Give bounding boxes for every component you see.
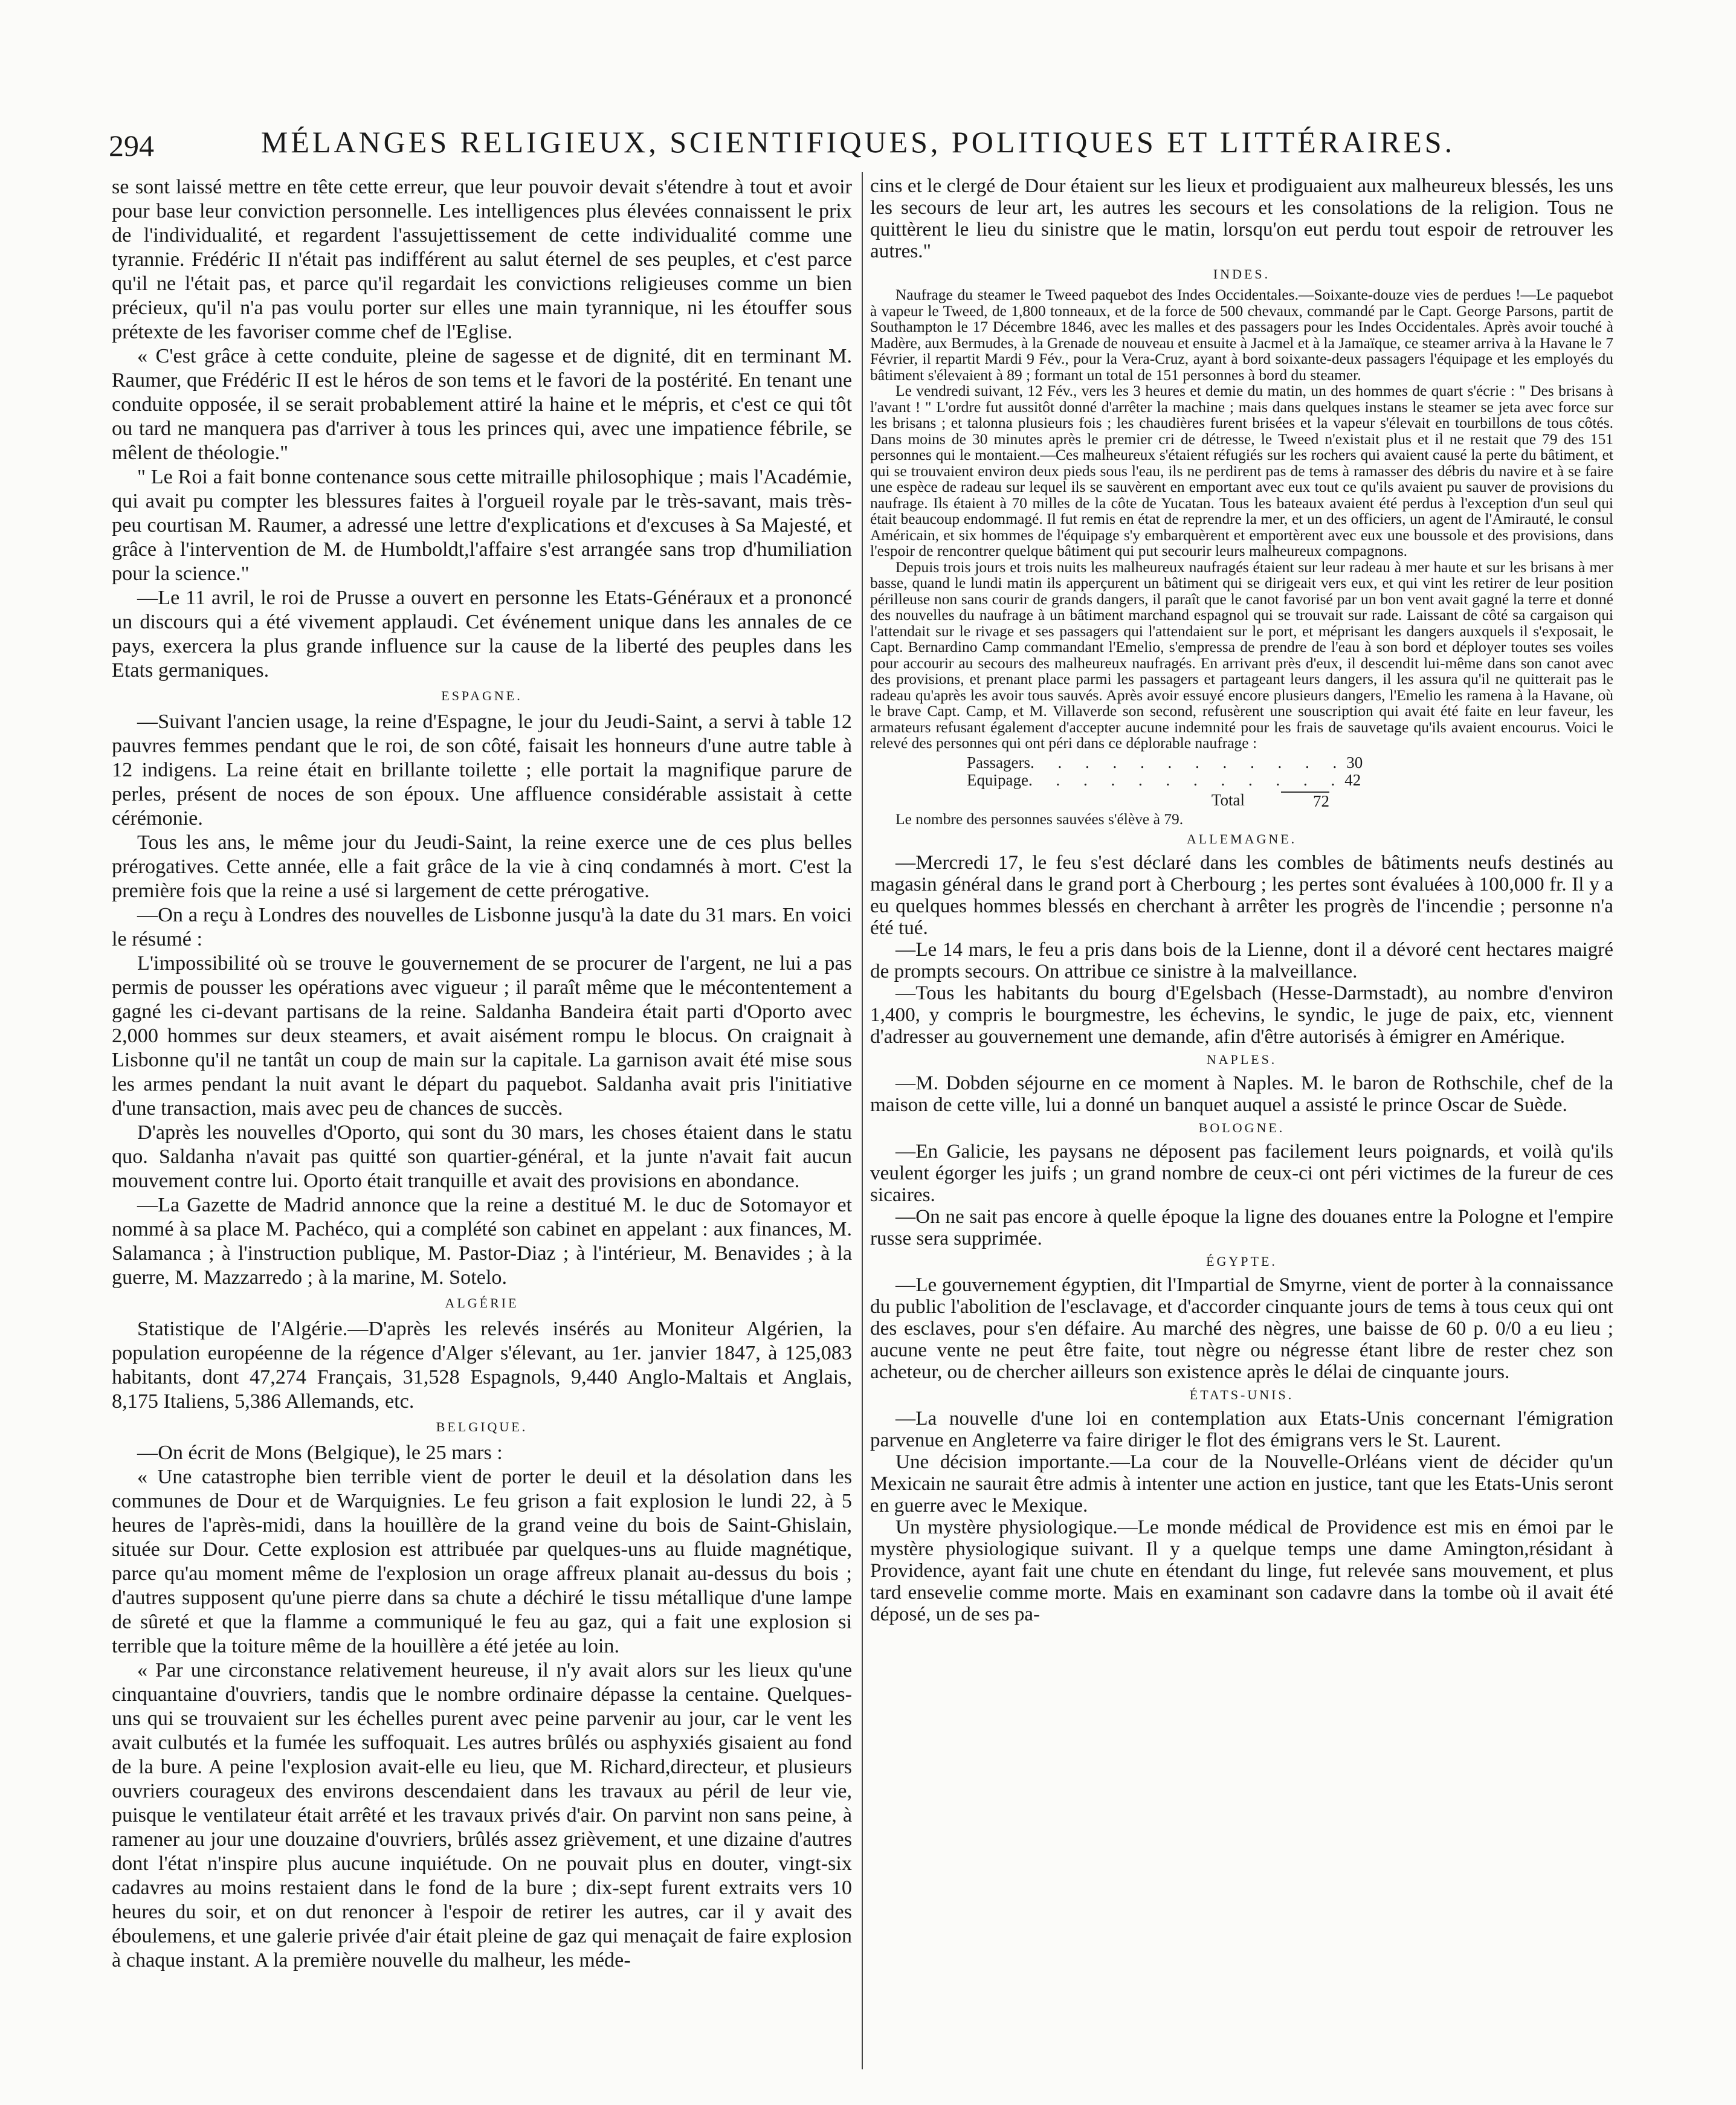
section-heading-indes: INDES. [1213,266,1271,282]
section-heading-algerie: ALGÉRIE [445,1295,519,1310]
table-row [967,753,1363,772]
running-head-title: MÉLANGES RELIGIEUX, SCIENTIFIQUES, POLITIQUES ET LITTÉRAIRES. [260,125,1456,159]
article-paragraph: —Le 11 avril, le roi de Prusse a ouvert en personne les Etats-Généraux et a prononcé un discours qui a été vivement applaudi. Cet événement unique dans les annales de ce pays, exercera la plus grande influence sur la cause de la liberté des peuples dans les Etats germaniques. [112,587,852,682]
shipwreck-article [870,287,1613,827]
article-paragraph: —Tous les habitants du bourg d'Egelsbach (Hesse-Darmstadt), au nombre d'environ 1,400, y compris le bourgmestre, les échevins, le syndic, le juge de paix, etc, viennent d'adresser au gouvernement une demande, afin d'être autorisés à émigrer en Amérique. [870,982,1613,1048]
article-paragraph: se sont laissé mettre en tête cette erreur, que leur pouvoir devait s'étendre à tout et avoir pour base leur conviction personnelle. Les intelligences plus élevées connaissent le prix de l'individualité, et regardent l'assujettissement de cette individualité comme une tyrannie. Frédéric II n'était pas indifférent au salut éternel de ses peuples, et c'est parce qu'il ne l'était pas, et parce qu'il regardait les convictions religieuses comme un bien précieux, qu'il n'a pas voulu porter sur elles une main tyrannique, ni les étouffer sous prétexte de les favoriser comme chef de l'Eglise. [112,176,852,343]
article-paragraph: —On a reçu à Londres des nouvelles de Lisbonne jusqu'à la date du 31 mars. En voici le résumé : [112,904,852,950]
total-value: 72 [1281,791,1329,810]
section-heading-belgique: BELGIQUE. [436,1419,528,1434]
section-heading-allemagne: ALLEMAGNE. [1186,831,1297,846]
leader-dots: . . . . . . . . . . . . [1030,753,1347,772]
page-header [97,121,1619,169]
article-paragraph: —Le 14 mars, le feu a pris dans bois de la Lienne, dont il a dévoré cent hectares maigré de prompts secours. On attribue ce sinistre à la malveillance. [870,938,1613,982]
row-value: 42 [1344,770,1361,789]
article-paragraph: —M. Dobden séjourne en ce moment à Naples. M. le baron de Rothschile, chef de la maison de cette ville, lui a donné un banquet auquel a assisté le prince Oscar de Suède. [870,1072,1613,1116]
article-paragraph: —Mercredi 17, le feu s'est déclaré dans les combles de bâtiments neufs destinés au magasin général dans le grand port à Cherbourg ; les pertes sont évaluées à 100,000 fr. Il y a eu quelques hommes blessés en cherchant à arrêter les progrès de l'incendie ; personne n'a été tué. [870,851,1613,939]
article-paragraph: D'après les nouvelles d'Oporto, qui sont du 30 mars, les choses étaient dans le statu quo. Saldanha n'avait pas quitté son quartier-général, et la junte n'avait fait aucun mouvement contre lui. Oporto était tranquille et avait des provisions en abondance. [112,1121,852,1192]
article-paragraph: Un mystère physiologique.—Le monde médical de Providence est mis en émoi par le mystère physiologique suivant. Il y a quelque temps une dame Amington,résidant à Providence, ayant fait une chute en étendant du linge, fut relevée sans mouvement, et plus tard ensevelie comme morte. Mais en examinant son cadavre dans la tombe où il avait été déposé, un de ses pa- [870,1516,1613,1625]
table-row [967,770,1361,789]
leader-dots: . . . . . . . . . . . . [1028,770,1345,789]
section-heading-espagne: ESPAGNE. [441,688,523,703]
article-paragraph: cins et le clergé de Dour étaient sur les lieux et prodiguaient aux malheureux blessés, les uns les secours de leur art, les autres les secours et les consolations de la religion. Tous ne quittèrent le lieu du sinistre que le matin, lorsqu'on eut perdu tout espoir de retrouver les autres." [870,175,1613,262]
article-paragraph: « Une catastrophe bien terrible vient de porter le deuil et la désolation dans les communes de Dour et de Warquignies. Le feu grison a fait explosion le lundi 22, à 5 heures de l'après-midi, dans la houillère de la grand veine du bois de Saint-Ghislain, située sur Dour. Cette explosion est attribuée par quelques-uns au fluide magnétique, parce qu'au moment même de l'explosion un orage affreux planait au-dessus du bois ; d'autres supposent qu'une pierre dans sa chute a déchiré le tissu métallique d'une lampe de sûreté et que la flamme a communiqué le feu au gaz, qui a fait une explosion si terrible que la toiture même de la houillère a été jetée au loin. [112,1466,852,1657]
row-value: 30 [1346,753,1363,772]
article-paragraph: « C'est grâce à cette conduite, pleine de sagesse et de dignité, dit en terminant M. Raumer, que Frédéric II est le héros de son tems et le favori de la postérité. En tenant une conduite opposée, il se serait probablement attiré la haine et le mépris, et c'est ce qui tôt ou tard ne manquera pas d'arriver à tous les princes qui, avec une impatience fébrile, se mêlent de théologie." [112,345,852,464]
column-divider [862,172,863,2069]
total-label: Total [1211,790,1245,809]
article-paragraph: —On ne sait pas encore à quelle époque la ligne des douanes entre la Pologne et l'empire russe sera supprimée. [870,1205,1613,1249]
article-paragraph: " Le Roi a fait bonne contenance sous cette mitraille philosophique ; mais l'Académie, qui avait pu compter les blessures faites à l'orgueil royale par le très-savant, mais très-peu courtisan M. Raumer, a adressé une lettre d'explications et d'excuses à Sa Majesté, et grâce à l'intervention de M. de Humboldt,l'affaire s'est arrangée sans trop d'humiliation pour la science." [112,466,852,585]
page-number: 294 [109,129,154,163]
article-paragraph: Le nombre des personnes sauvées s'élève à 79. [895,810,1184,828]
section-heading-egypte: ÉGYPTE. [1206,1254,1277,1269]
article-paragraph: Naufrage du steamer le Tweed paquebot des Indes Occidentales.—Soixante-douze vies de perdues !—Le paquebot à vapeur le Tweed, de 1,800 tonneaux, et de la force de 500 chevaux, commandé par le Capt. George Parsons, partit de Southampton le 17 Décembre 1846, avec les malles et des passagers pour les Indes Occidentales. Après avoir touché à Madère, aux Bermudes, à la Grenade de nouveau et ensuite à Jacmel et à la Jamaïque, ce steamer arriva à la Havane le 7 Février, il repartit Mardi 9 Fév., pour la Vera-Cruz, ayant à bord soixante-deux passagers l'équipage et les employés du bâtiment s'élevaient à 89 ; formant un total de 151 personnes à bord du steamer. [870,286,1613,384]
article-paragraph: —En Galicie, les paysans ne déposent pas facilement leurs poignards, et voilà qu'ils veulent égorger les juifs ; un grand nombre de ceux-ci ont péri victimes de la fureur de ces sicaires. [870,1140,1613,1206]
section-heading-naples: NAPLES. [1206,1052,1277,1067]
article-paragraph: L'impossibilité où se trouve le gouvernement de se procurer de l'argent, ne lui a pas permis de pousser les opérations avec vigueur ; il paraît même que le mécontentement a gagné les ci-devant partisans de la reine. Saldanha Bandeira était parti d'Oporto avec 2,000 hommes sur deux steamers, et avait aisément rompu le blocus. On craignait à Lisbonne qu'il ne tantât un coup de main sur la capitale. La garnison avait été mise sous les armes pendant la nuit avant le départ du paquebot. Saldanha avait pris l'initiative d'une transaction, mais avec peu de chances de succès. [112,952,852,1120]
article-paragraph: —Le gouvernement égyptien, dit l'Impartial de Smyrne, vient de porter à la connaissance du public l'abolition de l'esclavage, et d'accorder cinquante jours de tems à tous ceux qui ont des esclaves, pour s'en défaire. Au marché des nègres, une baisse de 60 p. 0/0 a eu lieu ; aucune vente ne peut être faite, tout nègre ou négresse étant libre de rester chez son acheteur, ou de chercher ailleurs son existence après le délai de cinquante jours. [870,1274,1613,1383]
article-paragraph: Tous les ans, le même jour du Jeudi-Saint, la reine exerce une de ces plus belles prérogatives. Cette année, elle a fait grâce de la vie à cinq condamnés à mort. C'est la première fois que la reine a usé si largement de cette prérogative. [112,831,852,902]
article-paragraph: Le vendredi suivant, 12 Fév., vers les 3 heures et demie du matin, un des hommes de quart s'écrie : " Des brisans à l'avant ! " L'ordre fut aussitôt donné d'arrêter la machine ; mais dans quelques instans le steamer se jeta avec force sur les brisans ; et talonna plusieurs fois ; les chaudières furent brisées et la vapeur s'élevait en tourbillons de tous côtés. Dans moins de 30 minutes après le premier cri de détresse, le Tweed n'existait plus et il ne restait que 79 des 151 personnes qui le montaient.—Ces malheureux s'étaient réfugiés sur les rochers qui avaient causé la perte du bâtiment, et qui se trouvaient environ deux pieds sous l'eau, ils ne perdirent pas de tems à ramasser des débris du navire et à se faire une espèce de radeau sur lequel ils se sauvèrent en emportant avec eux tout ce qu'ils avaient pu sauver de provisions du naufrage. Ils étaient à 70 milles de la côte de Yucatan. Tous les bateaux avaient été perdus à l'exception d'un seul qui était beaucoup endommagé. Il fut remis en état de reprendre la mer, et un des officiers, un agent de l'Amirauté, le consul Américain, et six hommes de l'équipage s'y embarquèrent et emportèrent avec eux une boussole et des provisions, dans l'espoir de rencontrer quelque bâtiment qui put secourir leurs malheureux compagnons. [870,382,1613,559]
section-heading-etats-unis: ÉTATS-UNIS. [1189,1387,1294,1402]
left-column [112,175,852,2066]
section-heading-bologne: BOLOGNE. [1198,1120,1285,1135]
article-paragraph: —La Gazette de Madrid annonce que la reine a destitué M. le duc de Sotomayor et nommé à sa place M. Pachéco, qui a complété son cabinet en appelant : aux finances, M. Salamanca ; à l'instruction publique, M. Pastor-Diaz ; à l'intérieur, M. Benavides ; à la guerre, M. Mazzarredo ; à la marine, M. Sotelo. [112,1194,852,1289]
article-paragraph: Statistique de l'Algérie.—D'après les relevés insérés au Moniteur Algérien, la population européenne de la régence d'Alger s'élevant, au 1er. janvier 1847, à 125,083 habitants, dont 47,274 Français, 31,528 Espagnols, 9,440 Anglo-Maltais et Anglais, 8,175 Italiens, 5,386 Allemands, etc. [112,1318,852,1413]
casualty-table [967,754,1613,810]
right-column [870,175,1613,2066]
article-paragraph: —La nouvelle d'une loi en contemplation aux Etats-Unis concernant l'émigration parvenue en Angleterre va faire diriger le flot des émigrans vers le St. Laurent. [870,1407,1613,1451]
article-paragraph: « Par une circonstance relativement heureuse, il n'y avait alors sur les lieux qu'une cinquantaine d'ouvriers, tandis que le nombre ordinaire dépasse la centaine. Quelques-uns qui se trouvaient sur les échelles purent avec peine parvenir au jour, car le vent les avait culbutés et la fumée les suffoquait. Les autres brûlés ou asphyxiés gisaient au fond de la bure. A peine l'explosion avait-elle eu lieu, que M. Richard,directeur, et plusieurs ouvriers courageux des environs descendaient dans les travaux au péril de leur vie, puisque le ventilateur était arrêté et les travaux privés d'air. On parvint non sans peine, à ramener au jour une douzaine d'ouvriers, brûlés assez grièvement, et une dizaine d'autres dont l'état n'inspire plus aucune inquiétude. On ne pouvait plus en douter, vingt-six cadavres au moins restaient dans le fond de la bure ; dix-sept furent extraits vers 10 heures du soir, et on dut renoncer à l'espoir de retirer les autres, car il y avait des éboulemens, et une galerie privée d'air était pleine de gaz qui menaçait de faire explosion à chaque instant. A la première nouvelle du malheur, les méde- [112,1659,852,1971]
article-paragraph: —Suivant l'ancien usage, la reine d'Espagne, le jour du Jeudi-Saint, a servi à table 12 pauvres femmes pendant que le roi, de son côté, faisait les honneurs d'une autre table à 12 indigens. La reine était en brillante toilette ; elle portait la magnifique parure de perles, présent de noces de son époux. Une affluence considérable assistait à cette cérémonie. [112,711,852,830]
article-paragraph: Une décision importante.—La cour de la Nouvelle-Orléans vient de décider qu'un Mexicain ne saurait être admis à intenter une action en justice, tant que les Etats-Unis seront en guerre avec le Mexique. [870,1451,1613,1517]
total-row [967,791,1329,810]
row-label: Passagers [967,753,1030,772]
article-paragraph: —On écrit de Mons (Belgique), le 25 mars : [137,1442,503,1464]
article-paragraph: Depuis trois jours et trois nuits les malheureux naufragés étaient sur leur radeau à mer haute et sur les brisans à mer basse, quand le lundi matin ils apperçurent un bâtiment qui se dirigeait vers eux, et qui vint les retirer de leur position périlleuse non sans courir de grands dangers, il paraît que le canot favorisé par un bon vent avait gagné la terre et donné des nouvelles du naufrage à un bâtiment marchand espagnol qui se trouvait sur rade. Laissant de côté sa cargaison qui l'attendait sur le rivage et ses passagers qui l'attendaient sur le port, et méprisant les dangers auxquels il s'exposait, le Capt. Bernardino Camp commandant l'Emelio, s'empressa de prendre de l'eau à son bord et déployer toutes ses voiles pour accourir au secours des malheureux naufragés. En arrivant près d'eux, il descendit lui-même dans son canot avec des provisions, et prenant place parmi les passagers et partageant leurs dangers, il les assura qu'il ne quitterait pas le radeau qu'après les avoir tous sauvés. Après avoir essuyé encore plusieurs dangers, l'Emelio les ramena à la Havane, où le brave Capt. Camp, et M. Villaverde son second, refusèrent une souscription qui avait été faite en leur faveur, les armateurs refusant également d'accepter aucune indemnité pour les frais de sauvetage qu'ils avaient encourus. Voici le relevé des personnes qui ont péri dans ce déplorable naufrage : [870,558,1613,752]
row-label: Equipage [967,770,1028,789]
